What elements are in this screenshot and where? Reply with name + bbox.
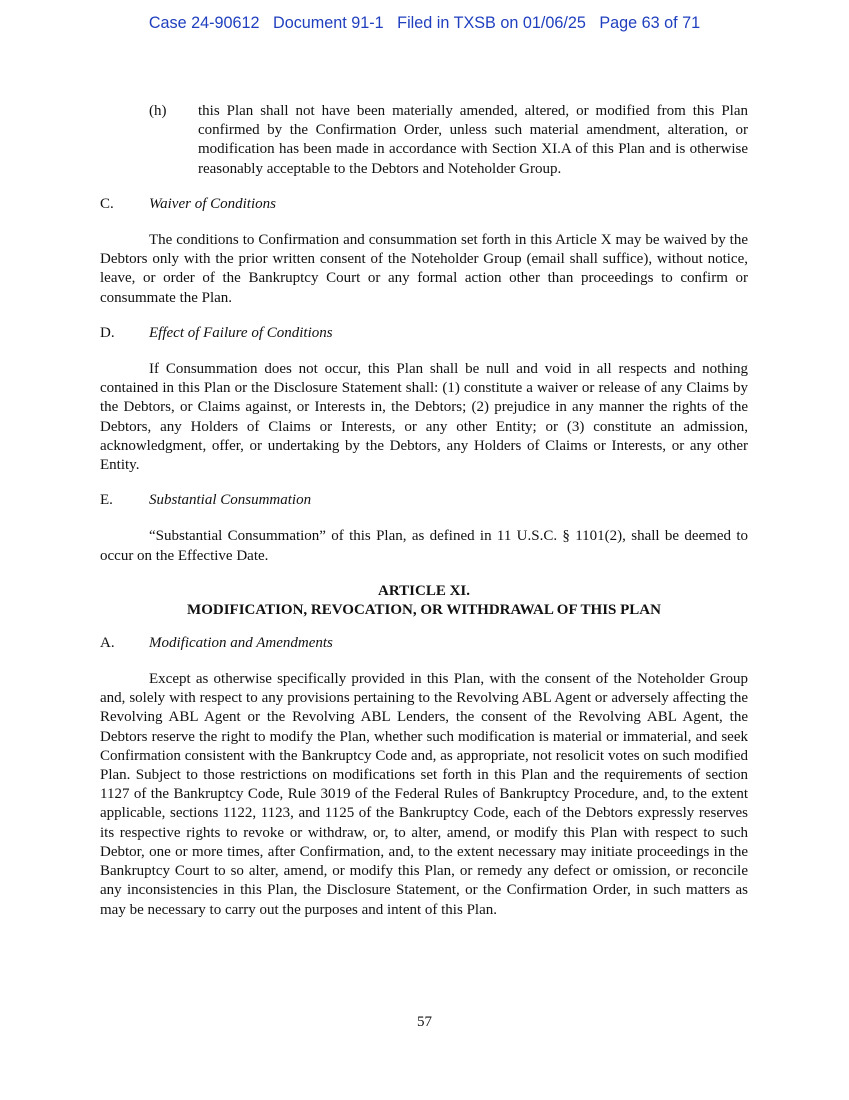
section-label: E. — [100, 492, 113, 509]
section-paragraph-d: If Consummation does not occur, this Plan shall be null and void in all respects and nothing contained in this Plan or the Disclosure Statement shall: (1) constitute a waiver or release of any Claims by the Debtors, or Claims against, or Interests in, the Debtors; (2) prejudice in any manner the rights of the Debtors, any Holders of Claims or Interests, or any other Entity; or (3) constitute an admission, acknowledgment, offer, or undertaking by the Debtors, any Holders of Claims or Interests, or any other Entity. — [100, 361, 748, 474]
section-label: A. — [100, 634, 115, 651]
filing-stamp: Case 24-90612 Document 91-1 Filed in TXSB on 01/06/25 Page 63 of 71 — [148, 14, 701, 32]
section-paragraph-a: Except as otherwise specifically provided in this Plan, with the consent of the Noteholder Group and, solely with respect to any provisions pertaining to the Revolving ABL Agent or adversely affecting the Revolving ABL Agent or the Revolving ABL Lenders, the consent of the Revolving ABL Agent, the Debtors reserve the right to modify the Plan, whether such modification is material or immaterial, and seek Confirmation consistent with the Bankruptcy Code and, as appropriate, not resolicit votes on such modified Plan. Subject to those restrictions on modifications set forth in this Plan and the requirements of section 1127 of the Bankruptcy Code, Rule 3019 of the Federal Rules of Bankruptcy Procedure, and, to the extent applicable, sections 1122, 1123, and 1125 of the Bankruptcy Code, each of the Debtors expressly reserves its respective rights to revoke or withdraw, or, to alter, amend, or modify this Plan with respect to such Debtor, one or more times, after Confirmation, and, to the extent necessary may initiate proceedings in the Bankruptcy Court to so alter, amend, or modify this Plan, or remedy any defect or omission, or reconcile any inconsistencies in this Plan, the Disclosure Statement, or the Confirmation Order, in such matters as may be necessary to carry out the purposes and intent of this Plan. — [100, 671, 748, 918]
section-heading-c — [100, 195, 748, 214]
article-title: MODIFICATION, REVOCATION, OR WITHDRAWAL OF THIS PLAN — [187, 601, 661, 618]
section-title: Waiver of Conditions — [149, 195, 276, 212]
list-item-text: this Plan shall not have been materially amended, altered, or modified from this Plan confirmed by the Confirmation Order, unless such material amendment, alteration, or modification has been made in accordance with Section XI.A of this Plan and is otherwise reasonably acceptable to the Debtors and Noteholder Group. — [198, 103, 748, 177]
document-body — [100, 102, 748, 936]
page-number: 57 — [417, 1014, 432, 1030]
section-heading-a — [100, 634, 748, 653]
section-heading-e — [100, 491, 748, 510]
section-title: Substantial Consummation — [149, 492, 312, 509]
list-item-h — [100, 102, 748, 179]
article-number: ARTICLE XI. — [378, 582, 470, 599]
section-label: C. — [100, 195, 114, 212]
section-paragraph-e: “Substantial Consummation” of this Plan, as defined in 11 U.S.C. § 1101(2), shall be deemed to occur on the Effective Date. — [100, 528, 748, 564]
section-title: Modification and Amendments — [149, 634, 333, 651]
section-paragraph-c: The conditions to Confirmation and consummation set forth in this Article X may be waived by the Debtors only with the prior written consent of the Noteholder Group (email shall suffice), without notice, leave, or order of the Bankruptcy Court or any formal action other than proceedings to confirm or consummate the Plan. — [100, 232, 748, 306]
section-title: Effect of Failure of Conditions — [149, 324, 333, 341]
list-item-label: (h) — [149, 103, 167, 119]
section-label: D. — [100, 324, 115, 341]
article-heading — [100, 582, 748, 620]
section-heading-d — [100, 324, 748, 343]
